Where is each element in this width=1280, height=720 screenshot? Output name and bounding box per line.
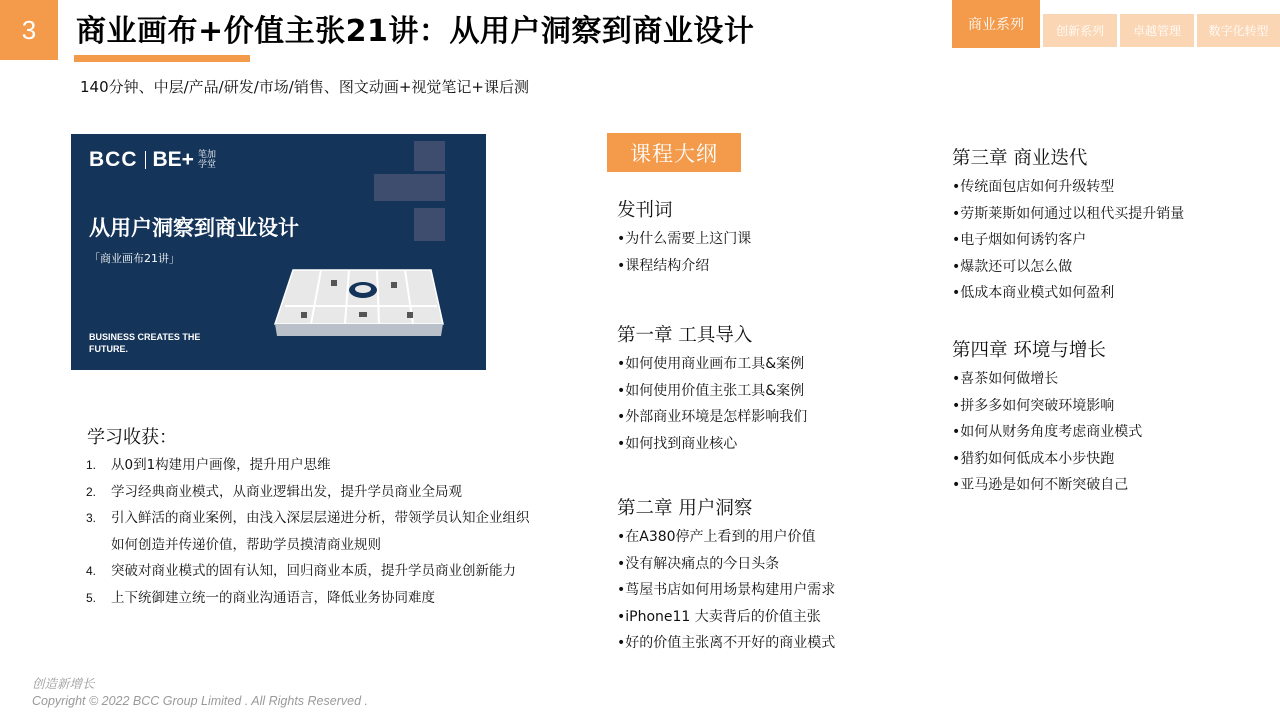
outcome-text: 学习经典商业模式，从商业逻辑出发，提升学员商业全局观 xyxy=(111,483,462,500)
tab-digital-transformation[interactable]: 数字化转型 xyxy=(1197,14,1280,47)
chapter-item: •低成本商业模式如何盈利 xyxy=(952,285,1115,301)
page-number: 3 xyxy=(0,0,58,60)
chapter-item: •外部商业环境是怎样影响我们 xyxy=(617,409,808,425)
logo-cn-text: 笔加 学堂 xyxy=(197,150,216,170)
footer-copyright: Copyright © 2022 BCC Group Limited . All Rights Reserved . xyxy=(32,694,368,708)
chapter-item: •没有解决痛点的今日头条 xyxy=(617,555,780,572)
outcome-text: 引入鲜活的商业案例，由浅入深层层递进分析，带领学员认知企业组织如何创造并传递价值，帮助学员摸清商业规则 xyxy=(111,510,530,553)
chapter-items xyxy=(952,174,1184,307)
chapter-item: •喜茶如何做增长 xyxy=(952,371,1059,387)
chapter-item: •爆款还可以怎么做 xyxy=(952,258,1073,275)
chapter-items xyxy=(952,366,1142,499)
page-title: 商业画布+价值主张21讲：从用户洞察到商业设计 xyxy=(76,14,755,49)
chapter-item: •如何使用价值主张工具&案例 xyxy=(617,382,805,399)
chapter-4 xyxy=(952,336,1142,499)
chapter-item: •如何找到商业核心 xyxy=(617,435,738,452)
outcome-number: 1. xyxy=(86,458,97,472)
chapter-item: •iPhone11 大卖背后的价值主张 xyxy=(617,608,821,625)
outcome-item xyxy=(84,505,534,558)
chapter-item: •如何使用商业画布工具&案例 xyxy=(617,356,805,372)
cover-title: 从用户洞察到商业设计 xyxy=(89,216,299,240)
syllabus-badge: 课程大纲 xyxy=(607,133,741,172)
chapter-title: 第一章 工具导入 xyxy=(617,325,753,346)
course-cover-image xyxy=(71,134,486,370)
outcome-text: 突破对商业模式的固有认知，回归商业本质，提升学员商业创新能力 xyxy=(111,563,516,579)
course-subtitle: 140分钟、中层/产品/研发/市场/销售、图文动画+视觉笔记+课后测 xyxy=(80,78,529,96)
outcome-item xyxy=(84,558,534,585)
cover-subtitle: 「商业画布21讲」 xyxy=(89,252,180,265)
chapter-item: •电子烟如何诱钓客户 xyxy=(952,232,1087,248)
logo-bcc-text: BCC xyxy=(89,148,138,171)
chapter-item: •亚马逊是如何不断突破自己 xyxy=(952,477,1129,493)
tab-innovation-series[interactable]: 创新系列 xyxy=(1043,14,1117,47)
chapter-items xyxy=(617,524,835,657)
outcome-number: 2. xyxy=(86,484,97,499)
chapter-item: •猎豹如何低成本小步快跑 xyxy=(952,450,1115,467)
outcome-number: 5. xyxy=(86,590,97,605)
tab-excellent-management[interactable]: 卓越管理 xyxy=(1120,14,1194,47)
chapter-2 xyxy=(617,494,835,657)
logo-be-text: BE+ xyxy=(152,148,194,171)
logo-separator xyxy=(145,151,146,169)
cover-deco-block xyxy=(374,174,418,201)
outcome-item xyxy=(84,479,534,506)
chapter-title: 第四章 环境与增长 xyxy=(952,340,1106,361)
footer xyxy=(32,676,368,710)
chapter-item: •劳斯莱斯如何通过以租代买提升销量 xyxy=(952,205,1185,222)
chapter-title: 第三章 商业迭代 xyxy=(952,148,1088,169)
chapter-1 xyxy=(617,321,807,457)
tab-business-series[interactable]: 商业系列 xyxy=(952,0,1040,48)
outcomes-list xyxy=(84,452,534,611)
chapter-item: •为什么需要上这门课 xyxy=(617,231,752,247)
chapter-item: •茑屋书店如何用场景构建用户需求 xyxy=(617,582,836,598)
chapter-foreword xyxy=(617,196,751,279)
outcome-text: 从0到1构建用户画像，提升用户思维 xyxy=(111,457,331,473)
outcome-item xyxy=(84,452,534,479)
chapter-3 xyxy=(952,144,1184,307)
chapter-item: •如何从财务角度考虑商业模式 xyxy=(952,424,1143,440)
chapter-title: 第二章 用户洞察 xyxy=(617,498,753,519)
outcome-number: 3. xyxy=(86,511,97,525)
business-canvas-illustration xyxy=(271,262,446,342)
chapter-item: •课程结构介绍 xyxy=(617,257,710,274)
cover-deco-block xyxy=(414,208,445,241)
outcomes-heading: 学习收获： xyxy=(87,427,177,448)
outcome-number: 4. xyxy=(86,564,97,578)
chapter-items xyxy=(617,226,751,279)
bcc-logo xyxy=(89,148,218,172)
cover-tagline: BUSINESS CREATES THE FUTURE. xyxy=(89,332,201,354)
outcome-text: 上下统御建立统一的商业沟通语言，降低业务协同难度 xyxy=(111,589,435,606)
outcome-item xyxy=(84,585,534,612)
chapter-item: •传统面包店如何升级转型 xyxy=(952,179,1115,195)
title-underline xyxy=(74,55,250,62)
cover-deco-block xyxy=(418,174,445,201)
footer-slogan: 创造新增长 xyxy=(32,677,95,691)
chapter-item: •在A380停产上看到的用户价值 xyxy=(617,529,816,545)
chapter-title: 发刊词 xyxy=(617,200,673,221)
cover-deco-block xyxy=(414,141,445,171)
chapter-item: •拼多多如何突破环境影响 xyxy=(952,397,1115,414)
chapter-item: •好的价值主张离不开好的商业模式 xyxy=(617,635,836,651)
chapter-items xyxy=(617,351,807,457)
